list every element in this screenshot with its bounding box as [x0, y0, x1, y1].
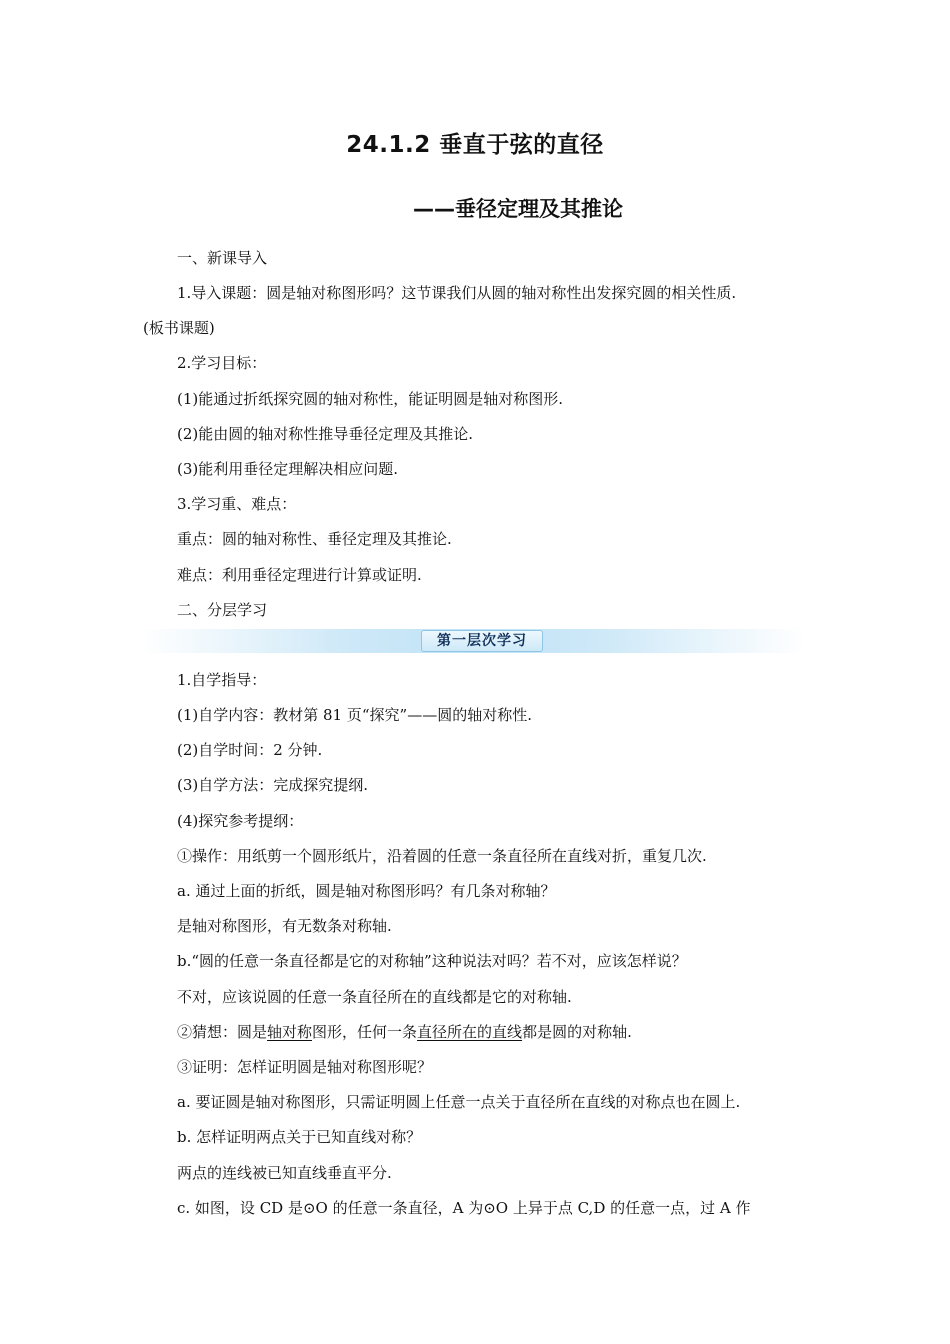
level-banner-label: 第一层次学习 [421, 630, 543, 652]
outline-heading: (4)探究参考提纲： [177, 812, 304, 830]
step-operation: ①操作：用纸剪一个圆形纸片，沿着圆的任意一条直径所在直线对折，重复几次. [177, 847, 707, 865]
self-study-content: (1)自学内容：教材第 81 页“探究”——圆的轴对称性. [177, 706, 532, 724]
guess-prefix: ②猜想：圆是 [177, 1023, 268, 1041]
proof-a: a. 要证圆是轴对称图形，只需证明圆上任意一点关于直径所在直线的对称点也在圆上. [177, 1093, 741, 1111]
goal-item-2: (2)能由圆的轴对称性推导垂径定理及其推论. [177, 425, 474, 443]
paragraph-board-note: (板书课题) [143, 319, 215, 337]
proof-b: b. 怎样证明两点关于已知直线对称？ [177, 1128, 422, 1146]
answer-a: 是轴对称图形，有无数条对称轴. [177, 917, 392, 935]
difficult-point: 难点：利用垂径定理进行计算或证明. [177, 566, 422, 584]
guess-middle: 图形，任何一条 [312, 1023, 418, 1041]
key-point: 重点：圆的轴对称性、垂径定理及其推论. [177, 530, 452, 548]
heading-goals: 2.学习目标： [177, 354, 267, 372]
self-study-time: (2)自学时间：2 分钟. [177, 741, 323, 759]
section-heading-layered: 二、分层学习 [177, 601, 268, 619]
heading-key-points: 3.学习重、难点： [177, 495, 297, 513]
question-b: b.“圆的任意一条直径都是它的对称轴”这种说法对吗？若不对，应该怎样说？ [177, 952, 687, 970]
step-proof: ③证明：怎样证明圆是轴对称图形呢？ [177, 1058, 433, 1076]
goal-item-3: (3)能利用垂径定理解决相应问题. [177, 460, 399, 478]
section-heading-intro: 一、新课导入 [177, 249, 268, 267]
question-a: a. 通过上面的折纸，圆是轴对称图形吗？有几条对称轴？ [177, 882, 556, 900]
guess-suffix: 都是圆的对称轴. [522, 1023, 632, 1041]
proof-c: c. 如图，设 CD 是⊙O 的任意一条直径，A 为⊙O 上异于点 C,D 的任意一点，过 A 作 [177, 1199, 751, 1217]
page-title: 24.1.2 垂直于弦的直径 [346, 132, 604, 158]
level-banner [143, 629, 805, 653]
self-study-method: (3)自学方法：完成探究提纲. [177, 776, 369, 794]
guess-blank-2: 直径所在的直线 [417, 1023, 523, 1041]
page-subtitle: ——垂径定理及其推论 [413, 197, 623, 221]
step-guess [177, 1022, 632, 1042]
answer-b: 不对，应该说圆的任意一条直径所在的直线都是它的对称轴. [177, 988, 572, 1006]
proof-b-answer: 两点的连线被已知直线垂直平分. [177, 1164, 392, 1182]
paragraph-intro-topic: 1.导入课题：圆是轴对称图形吗？这节课我们从圆的轴对称性出发探究圆的相关性质. [177, 284, 737, 302]
heading-self-study: 1.自学指导： [177, 671, 267, 689]
guess-blank-1: 轴对称 [267, 1023, 313, 1041]
goal-item-1: (1)能通过折纸探究圆的轴对称性，能证明圆是轴对称图形. [177, 390, 564, 408]
